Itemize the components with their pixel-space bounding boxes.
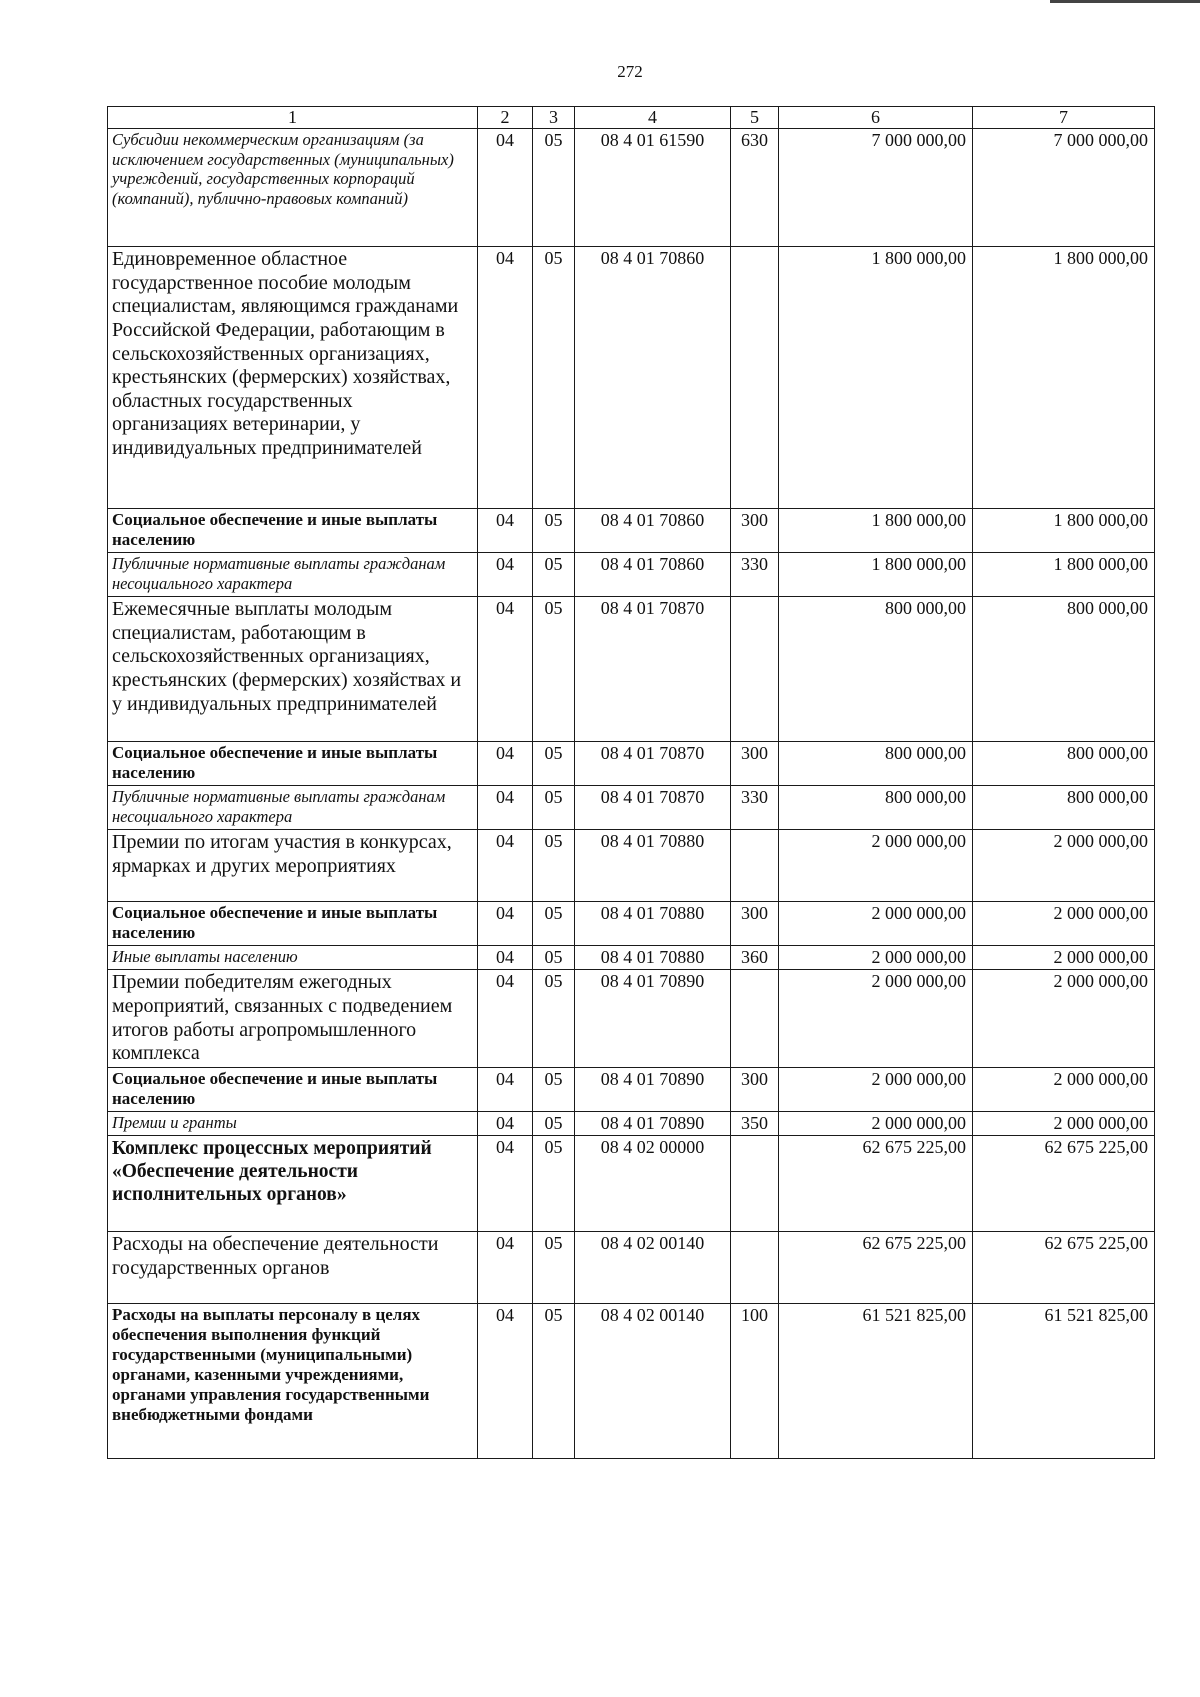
section-code: 04 <box>478 1111 533 1135</box>
column-header: 5 <box>731 107 779 129</box>
section-code: 04 <box>478 742 533 786</box>
amount-col-7: 61 521 825,00 <box>973 1304 1155 1459</box>
expense-type-code: 300 <box>731 902 779 946</box>
row-label: Публичные нормативные выплаты гражданам несоциального характера <box>108 786 478 830</box>
section-code: 04 <box>478 129 533 247</box>
subsection-code: 05 <box>533 946 575 970</box>
row-label: Расходы на выплаты персоналу в целях обеспечения выполнения функций государственными (муниципальными) органами, казенными учреждениями, органами управления государственными внебюджетными фондами <box>108 1304 478 1459</box>
subsection-code: 05 <box>533 1067 575 1111</box>
subsection-code: 05 <box>533 742 575 786</box>
target-article-code: 08 4 01 70870 <box>575 597 731 742</box>
section-code: 04 <box>478 1232 533 1304</box>
subsection-code: 05 <box>533 247 575 509</box>
amount-col-6: 7 000 000,00 <box>779 129 973 247</box>
amount-col-7: 2 000 000,00 <box>973 970 1155 1067</box>
row-label: Премии по итогам участия в конкурсах, ярмарках и других мероприятиях <box>108 830 478 902</box>
budget-table <box>107 106 1155 1459</box>
expense-type-code: 300 <box>731 509 779 553</box>
amount-col-7: 2 000 000,00 <box>973 1067 1155 1111</box>
amount-col-7: 2 000 000,00 <box>973 1111 1155 1135</box>
target-article-code: 08 4 01 70870 <box>575 742 731 786</box>
amount-col-6: 1 800 000,00 <box>779 553 973 597</box>
expense-type-code: 350 <box>731 1111 779 1135</box>
page-edge-line <box>1050 0 1200 3</box>
section-code: 04 <box>478 946 533 970</box>
table-row <box>108 946 1155 970</box>
target-article-code: 08 4 01 70890 <box>575 970 731 1067</box>
target-article-code: 08 4 01 61590 <box>575 129 731 247</box>
table-row <box>108 830 1155 902</box>
amount-col-6: 2 000 000,00 <box>779 970 973 1067</box>
amount-col-6: 800 000,00 <box>779 597 973 742</box>
section-code: 04 <box>478 1304 533 1459</box>
amount-col-6: 62 675 225,00 <box>779 1232 973 1304</box>
subsection-code: 05 <box>533 970 575 1067</box>
subsection-code: 05 <box>533 1304 575 1459</box>
expense-type-code: 300 <box>731 1067 779 1111</box>
subsection-code: 05 <box>533 129 575 247</box>
row-label: Социальное обеспечение и иные выплаты населению <box>108 742 478 786</box>
row-label: Расходы на обеспечение деятельности государственных органов <box>108 1232 478 1304</box>
subsection-code: 05 <box>533 1136 575 1232</box>
amount-col-7: 1 800 000,00 <box>973 553 1155 597</box>
amount-col-6: 2 000 000,00 <box>779 830 973 902</box>
row-label: Субсидии некоммерческим организациям (за исключением государственных (муниципальных) учреждений, государственных корпораций (компаний), публично-правовых компаний) <box>108 129 478 247</box>
target-article-code: 08 4 01 70860 <box>575 247 731 509</box>
target-article-code: 08 4 02 00140 <box>575 1304 731 1459</box>
amount-col-7: 62 675 225,00 <box>973 1232 1155 1304</box>
amount-col-7: 1 800 000,00 <box>973 247 1155 509</box>
amount-col-6: 61 521 825,00 <box>779 1304 973 1459</box>
section-code: 04 <box>478 830 533 902</box>
section-code: 04 <box>478 1067 533 1111</box>
amount-col-6: 2 000 000,00 <box>779 902 973 946</box>
amount-col-6: 1 800 000,00 <box>779 247 973 509</box>
table-row <box>108 597 1155 742</box>
table-row <box>108 247 1155 509</box>
table-row <box>108 553 1155 597</box>
amount-col-6: 2 000 000,00 <box>779 946 973 970</box>
table-row <box>108 129 1155 247</box>
expense-type-code: 330 <box>731 786 779 830</box>
target-article-code: 08 4 02 00000 <box>575 1136 731 1232</box>
amount-col-6: 2 000 000,00 <box>779 1111 973 1135</box>
row-label: Иные выплаты населению <box>108 946 478 970</box>
row-label: Социальное обеспечение и иные выплаты населению <box>108 1067 478 1111</box>
amount-col-7: 2 000 000,00 <box>973 946 1155 970</box>
section-code: 04 <box>478 509 533 553</box>
expense-type-code: 360 <box>731 946 779 970</box>
table-row <box>108 1136 1155 1232</box>
target-article-code: 08 4 01 70890 <box>575 1111 731 1135</box>
section-code: 04 <box>478 902 533 946</box>
target-article-code: 08 4 01 70880 <box>575 902 731 946</box>
amount-col-7: 2 000 000,00 <box>973 830 1155 902</box>
table-row <box>108 1067 1155 1111</box>
column-header: 2 <box>478 107 533 129</box>
expense-type-code <box>731 830 779 902</box>
column-header: 3 <box>533 107 575 129</box>
section-code: 04 <box>478 970 533 1067</box>
amount-col-7: 7 000 000,00 <box>973 129 1155 247</box>
target-article-code: 08 4 01 70880 <box>575 946 731 970</box>
subsection-code: 05 <box>533 786 575 830</box>
subsection-code: 05 <box>533 830 575 902</box>
table-row <box>108 1111 1155 1135</box>
amount-col-7: 2 000 000,00 <box>973 902 1155 946</box>
expense-type-code: 330 <box>731 553 779 597</box>
header-row <box>108 107 1155 129</box>
section-code: 04 <box>478 247 533 509</box>
expense-type-code <box>731 970 779 1067</box>
target-article-code: 08 4 01 70860 <box>575 509 731 553</box>
table-row <box>108 786 1155 830</box>
amount-col-6: 2 000 000,00 <box>779 1067 973 1111</box>
expense-type-code: 630 <box>731 129 779 247</box>
row-label: Социальное обеспечение и иные выплаты населению <box>108 509 478 553</box>
row-label: Премии победителям ежегодных мероприятий, связанных с подведением итогов работы агропромышленного комплекса <box>108 970 478 1067</box>
expense-type-code: 100 <box>731 1304 779 1459</box>
table-row <box>108 1232 1155 1304</box>
amount-col-6: 1 800 000,00 <box>779 509 973 553</box>
section-code: 04 <box>478 786 533 830</box>
amount-col-7: 1 800 000,00 <box>973 509 1155 553</box>
target-article-code: 08 4 01 70870 <box>575 786 731 830</box>
row-label: Комплекс процессных мероприятий «Обеспечение деятельности исполнительных органов» <box>108 1136 478 1232</box>
table-row <box>108 509 1155 553</box>
column-header: 7 <box>973 107 1155 129</box>
table-row <box>108 1304 1155 1459</box>
amount-col-6: 800 000,00 <box>779 786 973 830</box>
expense-type-code: 300 <box>731 742 779 786</box>
page-number: 272 <box>617 62 643 81</box>
expense-type-code <box>731 1232 779 1304</box>
row-label: Премии и гранты <box>108 1111 478 1135</box>
row-label: Единовременное областное государственное пособие молодым специалистам, являющимся гражданами Российской Федерации, работающим в сельскохозяйственных организациях, крестьянских (фермерских) хозяйствах, областных государственных организациях ветеринарии, у индивидуальных предпринимателей <box>108 247 478 509</box>
target-article-code: 08 4 01 70880 <box>575 830 731 902</box>
row-label: Публичные нормативные выплаты гражданам несоциального характера <box>108 553 478 597</box>
subsection-code: 05 <box>533 1232 575 1304</box>
section-code: 04 <box>478 1136 533 1232</box>
expense-type-code <box>731 597 779 742</box>
amount-col-7: 800 000,00 <box>973 597 1155 742</box>
row-label: Социальное обеспечение и иные выплаты населению <box>108 902 478 946</box>
section-code: 04 <box>478 597 533 742</box>
subsection-code: 05 <box>533 553 575 597</box>
amount-col-6: 62 675 225,00 <box>779 1136 973 1232</box>
table-row <box>108 742 1155 786</box>
table-row <box>108 970 1155 1067</box>
table-body <box>108 129 1155 1459</box>
table-row <box>108 902 1155 946</box>
subsection-code: 05 <box>533 902 575 946</box>
amount-col-7: 800 000,00 <box>973 742 1155 786</box>
subsection-code: 05 <box>533 1111 575 1135</box>
target-article-code: 08 4 01 70890 <box>575 1067 731 1111</box>
section-code: 04 <box>478 553 533 597</box>
column-header: 4 <box>575 107 731 129</box>
subsection-code: 05 <box>533 597 575 742</box>
expense-type-code <box>731 1136 779 1232</box>
expense-type-code <box>731 247 779 509</box>
amount-col-7: 62 675 225,00 <box>973 1136 1155 1232</box>
subsection-code: 05 <box>533 509 575 553</box>
target-article-code: 08 4 01 70860 <box>575 553 731 597</box>
row-label: Ежемесячные выплаты молодым специалистам, работающим в сельскохозяйственных организациях, крестьянских (фермерских) хозяйствах и у индивидуальных предпринимателей <box>108 597 478 742</box>
column-header: 1 <box>108 107 478 129</box>
target-article-code: 08 4 02 00140 <box>575 1232 731 1304</box>
column-header: 6 <box>779 107 973 129</box>
amount-col-6: 800 000,00 <box>779 742 973 786</box>
amount-col-7: 800 000,00 <box>973 786 1155 830</box>
